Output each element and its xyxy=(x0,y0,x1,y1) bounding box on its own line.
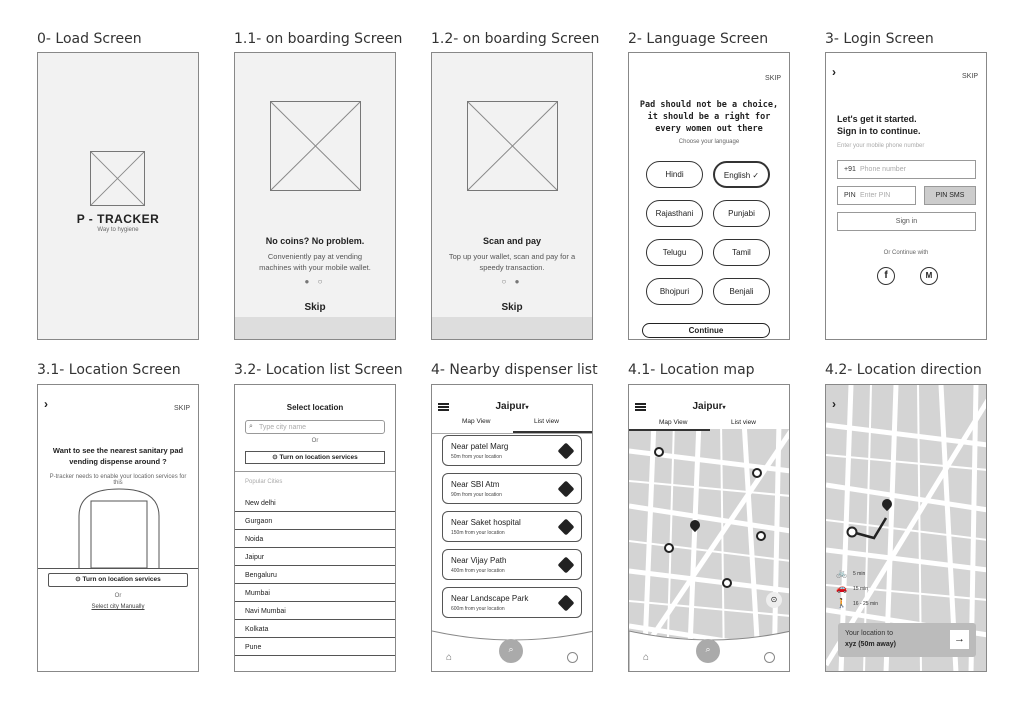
load-screen xyxy=(37,52,199,340)
city-item[interactable]: Noida xyxy=(235,531,395,548)
skip-link[interactable]: SKIP xyxy=(174,405,190,412)
location-screen xyxy=(37,384,199,672)
tab-map-view[interactable]: Map View xyxy=(462,418,491,425)
dispenser-name: Near Vijay Path xyxy=(451,556,507,565)
screen-label-location-map: 4.1- Location map xyxy=(628,362,755,378)
screen-label-load: 0- Load Screen xyxy=(37,31,142,47)
active-tab-indicator xyxy=(629,429,710,431)
bottom-bar xyxy=(432,317,592,339)
location-list-screen xyxy=(234,384,396,672)
dispenser-name: Near patel Marg xyxy=(451,442,509,451)
or-text: Or xyxy=(311,438,319,444)
floor-line xyxy=(38,568,198,569)
directions-icon[interactable] xyxy=(558,481,575,498)
dispenser-list-screen xyxy=(431,384,593,672)
bottom-bar xyxy=(235,317,395,339)
or-continue-text: Or Continue with xyxy=(883,250,929,256)
or-text: Or xyxy=(114,593,122,599)
logo-placeholder xyxy=(90,151,145,206)
onboarding-screen-1 xyxy=(234,52,396,340)
onboarding-desc: Conveniently pay at vending machines with your mobile wallet. xyxy=(259,252,371,272)
lang-english-label: English xyxy=(723,171,751,180)
dispenser-marker[interactable] xyxy=(664,543,674,553)
dispenser-name: Near Landscape Park xyxy=(451,594,529,603)
onboarding-title: No coins? No problem. xyxy=(265,236,365,246)
tab-list-view[interactable]: List view xyxy=(534,418,559,425)
dispenser-marker[interactable] xyxy=(756,531,766,541)
directions-icon[interactable] xyxy=(558,443,575,460)
page-indicator: ○ ● xyxy=(501,277,523,286)
illustration-placeholder xyxy=(270,101,361,191)
dispenser-name: Near Saket hospital xyxy=(451,518,521,527)
select-location-title: Select location xyxy=(286,403,344,412)
city-item[interactable]: Bengaluru xyxy=(235,567,395,584)
onboarding-screen-2 xyxy=(431,52,593,340)
pin-placeholder: Enter PIN xyxy=(860,192,891,199)
turn-on-location-button[interactable] xyxy=(48,573,188,587)
directions-icon[interactable] xyxy=(558,519,575,536)
search-fab[interactable] xyxy=(696,639,720,663)
dispenser-distance: 600m from your location xyxy=(451,606,505,612)
location-target-icon: ⊙ xyxy=(272,454,278,461)
lang-punjabi[interactable]: Punjabi xyxy=(713,200,770,227)
home-icon[interactable]: ⌂ xyxy=(446,652,453,663)
tab-list-view[interactable]: List view xyxy=(731,419,756,426)
city-item[interactable]: Gurgaon xyxy=(235,513,395,530)
onboarding-title: Scan and pay xyxy=(482,236,542,246)
screen-label-location: 3.1- Location Screen xyxy=(37,362,181,378)
city-selector[interactable] xyxy=(432,401,592,412)
onboarding-desc: Top up your wallet, scan and pay for a speedy transaction. xyxy=(448,252,576,272)
page-indicator: ● ○ xyxy=(304,277,326,286)
directions-icon[interactable] xyxy=(558,557,575,574)
location-headline: Want to see the nearest sanitary pad vending dispense around ? xyxy=(52,446,184,466)
door-illustration xyxy=(78,488,160,568)
dispenser-distance: 400m from your location xyxy=(451,568,505,574)
city-item[interactable]: Mumbai xyxy=(235,585,395,602)
lang-rajasthani[interactable]: Rajasthani xyxy=(646,200,703,227)
car-icon[interactable]: 🚗 xyxy=(836,583,848,593)
search-placeholder: Type city name xyxy=(259,424,307,431)
lang-telugu[interactable]: Telugu xyxy=(646,239,703,266)
chevron-right-icon[interactable]: › xyxy=(832,397,836,411)
tab-map-view[interactable]: Map View xyxy=(659,419,688,426)
search-fab[interactable] xyxy=(499,639,523,663)
dispenser-card[interactable] xyxy=(442,549,582,580)
phone-input[interactable] xyxy=(837,160,976,179)
dispenser-card[interactable] xyxy=(442,587,582,618)
brand-tagline: Way to hygiene xyxy=(97,227,139,233)
chevron-right-icon[interactable]: › xyxy=(832,65,836,79)
illustration-placeholder xyxy=(467,101,558,191)
lang-benjali[interactable]: Benjali xyxy=(713,278,770,305)
search-icon: ⌕ xyxy=(249,423,253,430)
country-code: +91 xyxy=(844,166,856,173)
gmail-icon[interactable]: M xyxy=(920,267,938,285)
city-item[interactable]: Jaipur xyxy=(235,549,395,566)
car-time: 15 min xyxy=(853,586,869,592)
location-desc: P-tracker needs to enable your location services for this xyxy=(49,474,187,486)
login-screen xyxy=(825,52,987,340)
lang-hindi[interactable]: Hindi xyxy=(646,161,703,188)
check-icon: ✓ xyxy=(752,171,760,180)
arrow-right-icon[interactable]: → xyxy=(950,630,969,649)
directions-icon[interactable] xyxy=(558,595,575,612)
city-item[interactable]: Navi Mumbai xyxy=(235,603,395,620)
dispenser-distance: 50m from your location xyxy=(451,454,502,460)
login-headline: Let's get it started. Sign in to continue. xyxy=(837,114,921,136)
dispenser-marker[interactable] xyxy=(722,578,732,588)
dispenser-distance: 150m from your location xyxy=(451,530,505,536)
screen-label-location-list: 3.2- Location list Screen xyxy=(234,362,403,378)
phone-placeholder: Phone number xyxy=(860,166,906,173)
popular-cities-heading: Popular Cities xyxy=(245,479,283,485)
locate-me-icon[interactable]: ⊙ xyxy=(766,592,782,608)
tab-divider xyxy=(432,433,592,434)
pin-sms-button[interactable]: PIN SMS xyxy=(924,186,976,205)
skip-button[interactable]: Skip xyxy=(501,302,523,313)
bicycle-icon[interactable]: 🚲 xyxy=(836,568,848,578)
search-icon: ⌕ xyxy=(705,644,711,654)
continue-button[interactable]: Continue xyxy=(642,323,770,338)
pin-label: PIN xyxy=(844,192,856,199)
profile-icon[interactable] xyxy=(567,652,578,663)
facebook-icon[interactable]: f xyxy=(877,267,895,285)
destination-label: xyz (50m away) xyxy=(845,641,896,648)
lang-tamil[interactable]: Tamil xyxy=(713,239,770,266)
walk-time: 16 - 25 min xyxy=(853,601,879,607)
dispenser-card[interactable] xyxy=(442,473,582,504)
turn-on-location-label: Turn on location services xyxy=(279,454,358,461)
brand-name: P - TRACKER xyxy=(76,212,160,226)
screen-label-login: 3- Login Screen xyxy=(825,31,934,47)
dispenser-marker[interactable] xyxy=(752,468,762,478)
walk-icon[interactable]: 🚶 xyxy=(836,598,848,608)
language-headline: Pad should not be a choice, it should be a right for every women out there xyxy=(639,100,779,134)
city-selector[interactable] xyxy=(629,401,789,412)
screen-label-language: 2- Language Screen xyxy=(628,31,769,47)
lang-bhojpuri[interactable]: Bhojpuri xyxy=(646,278,703,305)
dispenser-card[interactable] xyxy=(442,435,582,466)
chevron-right-icon[interactable]: › xyxy=(44,397,48,411)
home-icon[interactable]: ⌂ xyxy=(643,652,650,663)
dispenser-name: Near SBI Atm xyxy=(451,480,500,489)
location-direction-screen xyxy=(825,384,987,672)
login-hint: Enter your mobile phone number xyxy=(837,143,925,149)
city-item[interactable]: Kolkata xyxy=(235,621,395,638)
location-target-icon: ⊙ xyxy=(75,576,81,583)
sign-in-button[interactable]: Sign in xyxy=(837,212,976,231)
profile-icon[interactable] xyxy=(764,652,775,663)
language-subtitle: Choose your language xyxy=(678,139,740,145)
skip-link[interactable]: SKIP xyxy=(765,75,781,82)
city-item[interactable]: Pune xyxy=(235,639,395,656)
turn-on-location-label: Turn on location services xyxy=(82,576,161,583)
turn-on-location-button[interactable] xyxy=(245,451,385,464)
language-screen xyxy=(628,52,790,340)
lang-english[interactable] xyxy=(713,161,770,188)
skip-button[interactable]: Skip xyxy=(304,302,326,313)
select-city-link[interactable]: Select city Manually xyxy=(91,604,145,610)
location-map-screen xyxy=(628,384,790,672)
screen-label-location-direction: 4.2- Location direction xyxy=(825,362,982,378)
dispenser-marker[interactable] xyxy=(654,447,664,457)
chevron-down-icon: ▾ xyxy=(525,405,529,411)
your-location-label: Your location to xyxy=(845,630,893,637)
pin-input[interactable] xyxy=(837,186,916,205)
city-name: Jaipur xyxy=(692,401,723,412)
city-item[interactable]: New delhi xyxy=(235,495,395,512)
bicycle-time: 5 min xyxy=(853,571,866,577)
search-icon: ⌕ xyxy=(508,644,514,654)
screen-label-onboarding-1: 1.1- on boarding Screen xyxy=(234,31,403,47)
dispenser-distance: 90m from your location xyxy=(451,492,502,498)
screen-label-dispenser-list: 4- Nearby dispenser list xyxy=(431,362,598,378)
city-search-input[interactable] xyxy=(245,420,385,434)
divider xyxy=(235,471,395,472)
route-info-card xyxy=(838,623,976,657)
skip-link[interactable]: SKIP xyxy=(962,73,978,80)
city-name: Jaipur xyxy=(495,401,526,412)
chevron-down-icon: ▾ xyxy=(722,405,726,411)
dispenser-card[interactable] xyxy=(442,511,582,542)
screen-label-onboarding-2: 1.2- on boarding Screen xyxy=(431,31,600,47)
